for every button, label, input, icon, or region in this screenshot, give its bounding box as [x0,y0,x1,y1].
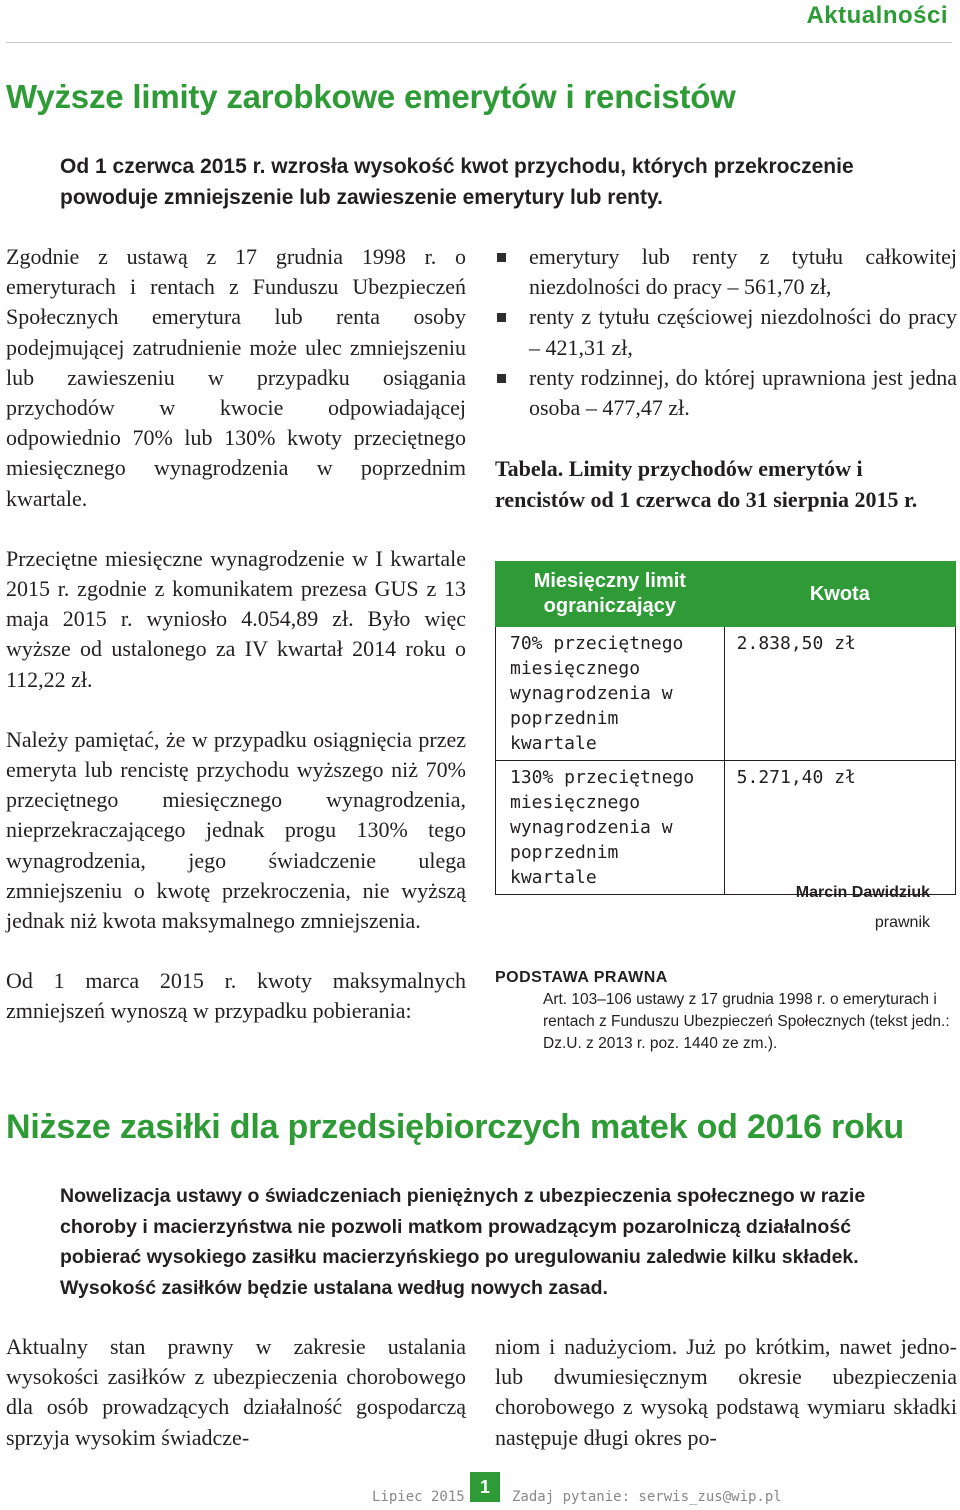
table-cell-amount: 5.271,40 zł [724,761,955,895]
article2-left-column [6,1332,466,1453]
author-role: prawnik [874,914,930,931]
article2-lead: Nowelizacja ustawy o świadczeniach pieniężnych z ubezpieczenia społecznego w razie choroby i macierzyństwa nie pozwoli matkom prowadzącym pozarolniczą działalność pobierać wysokiego zasiłku macierzyńskiego po uregulowaniu zaledwie kilku składek. Wysokość zasiłków będzie ustalana według nowych zasad. [60,1185,866,1299]
article1-left-column [6,242,466,1027]
limits-table [495,561,956,895]
table-header-limit: Miesięczny limit ograniczający [496,562,725,627]
article1-title: Wyższe limity zarobkowe emerytów i rencistów [6,78,736,115]
footer-contact: Zadaj pytanie: serwis_zus@wip.pl [512,1489,782,1505]
list-item: renty z tytułu częściowej niezdolności do pracy – 421,31 zł, [495,302,957,362]
article2-paragraph-left: Aktualny stan prawny w zakresie ustalania wysokości zasiłków z ubezpieczenia chorobowego dla osób prowadzących działalność gospodarczą sprzyja wysokim świadcze- [6,1334,466,1450]
list-item: emerytury lub renty z tytułu całkowitej niezdolności do pracy – 561,70 zł, [495,242,957,302]
table-header-amount: Kwota [724,562,955,627]
article1-paragraph-3: Należy pamiętać, że w przypadku osiągnięcia przez emeryta lub rencistę przychodu wyższego niż 70% przeciętnego miesięcznego wynagrodzenia, nieprzekraczającego jednak progu 130% tego wynagrodzenia, jego świadczenie ulega zmniejszeniu o kwotę przekroczenia, nie wyższą jednak niż kwota maksymalnego zmniejszenia. [6,726,466,934]
table-cell-amount: 2.838,50 zł [724,627,955,761]
author-name: Marcin Dawidziuk [795,884,930,901]
article2-paragraph-right: niom i nadużyciom. Już po krótkim, nawet jedno- lub dwumiesięcznym okresie ubezpieczenia chorobowego z wysoką podstawą wymiaru składki następuje długi okres po- [495,1334,957,1450]
table-row [496,761,956,895]
table-row [496,627,956,761]
article2-right-column [495,1332,957,1453]
article1-paragraph-4: Od 1 marca 2015 r. kwoty maksymalnych zmniejszeń wynoszą w przypadku pobierania: [6,968,466,1024]
table-cell-limit: 70% przeciętnego miesięcznego wynagrodzenia w poprzednim kwartale [496,627,725,761]
legal-basis-heading: PODSTAWA PRAWNA [495,969,668,986]
page-number: 1 [470,1472,500,1502]
table-caption: Tabela. Limity przychodów emerytów i rencistów od 1 czerwca do 31 sierpnia 2015 r. [495,456,918,512]
list-item: renty rodzinnej, do której uprawniona jest jedna osoba – 477,47 zł. [495,363,957,423]
table-cell-limit: 130% przeciętnego miesięcznego wynagrodzenia w poprzednim kwartale [496,761,725,895]
article2-title: Niższe zasiłki dla przedsiębiorczych matek od 2016 roku [6,1108,904,1146]
top-divider [6,42,952,43]
footer-date: Lipiec 2015 [372,1489,465,1505]
legal-basis-text: Art. 103–106 ustawy z 17 grudnia 1998 r. o emeryturach i rentach z Funduszu Ubezpieczeń Społecznych (tekst jedn.: Dz.U. z 2013 r. poz. 1440 ze zm.). [543,991,950,1052]
table-header-row [496,562,956,627]
article1-paragraph-1: Zgodnie z ustawą z 17 grudnia 1998 r. o emeryturach i rentach z Funduszu Ubezpieczeń Społecznych emerytura lub renta osoby podejmującej zatrudnienie może ulec zmniejszeniu lub zawieszeniu w przypadku osiągania przychodów w kwocie odpowiadającej odpowiednio 70% lub 130% kwoty przeciętnego miesięcznego wynagrodzenia w poprzednim kwartale. [6,244,466,511]
article1-lead: Od 1 czerwca 2015 r. wzrosła wysokość kwot przychodu, których przekroczenie powoduje zmniejszenie lub zawieszenie emerytury lub renty. [60,155,854,209]
deduction-list [495,242,957,423]
article1-paragraph-2: Przeciętne miesięczne wynagrodzenie w I kwartale 2015 r. zgodnie z komunikatem prezesa GUS z 13 maja 2015 r. wyniosło 4.054,89 zł. Było więc wyższe od ustalonego za IV kwartał 2014 roku o 112,22 zł. [6,545,466,692]
section-label: Aktualności [806,2,948,29]
article1-right-column [495,242,957,423]
